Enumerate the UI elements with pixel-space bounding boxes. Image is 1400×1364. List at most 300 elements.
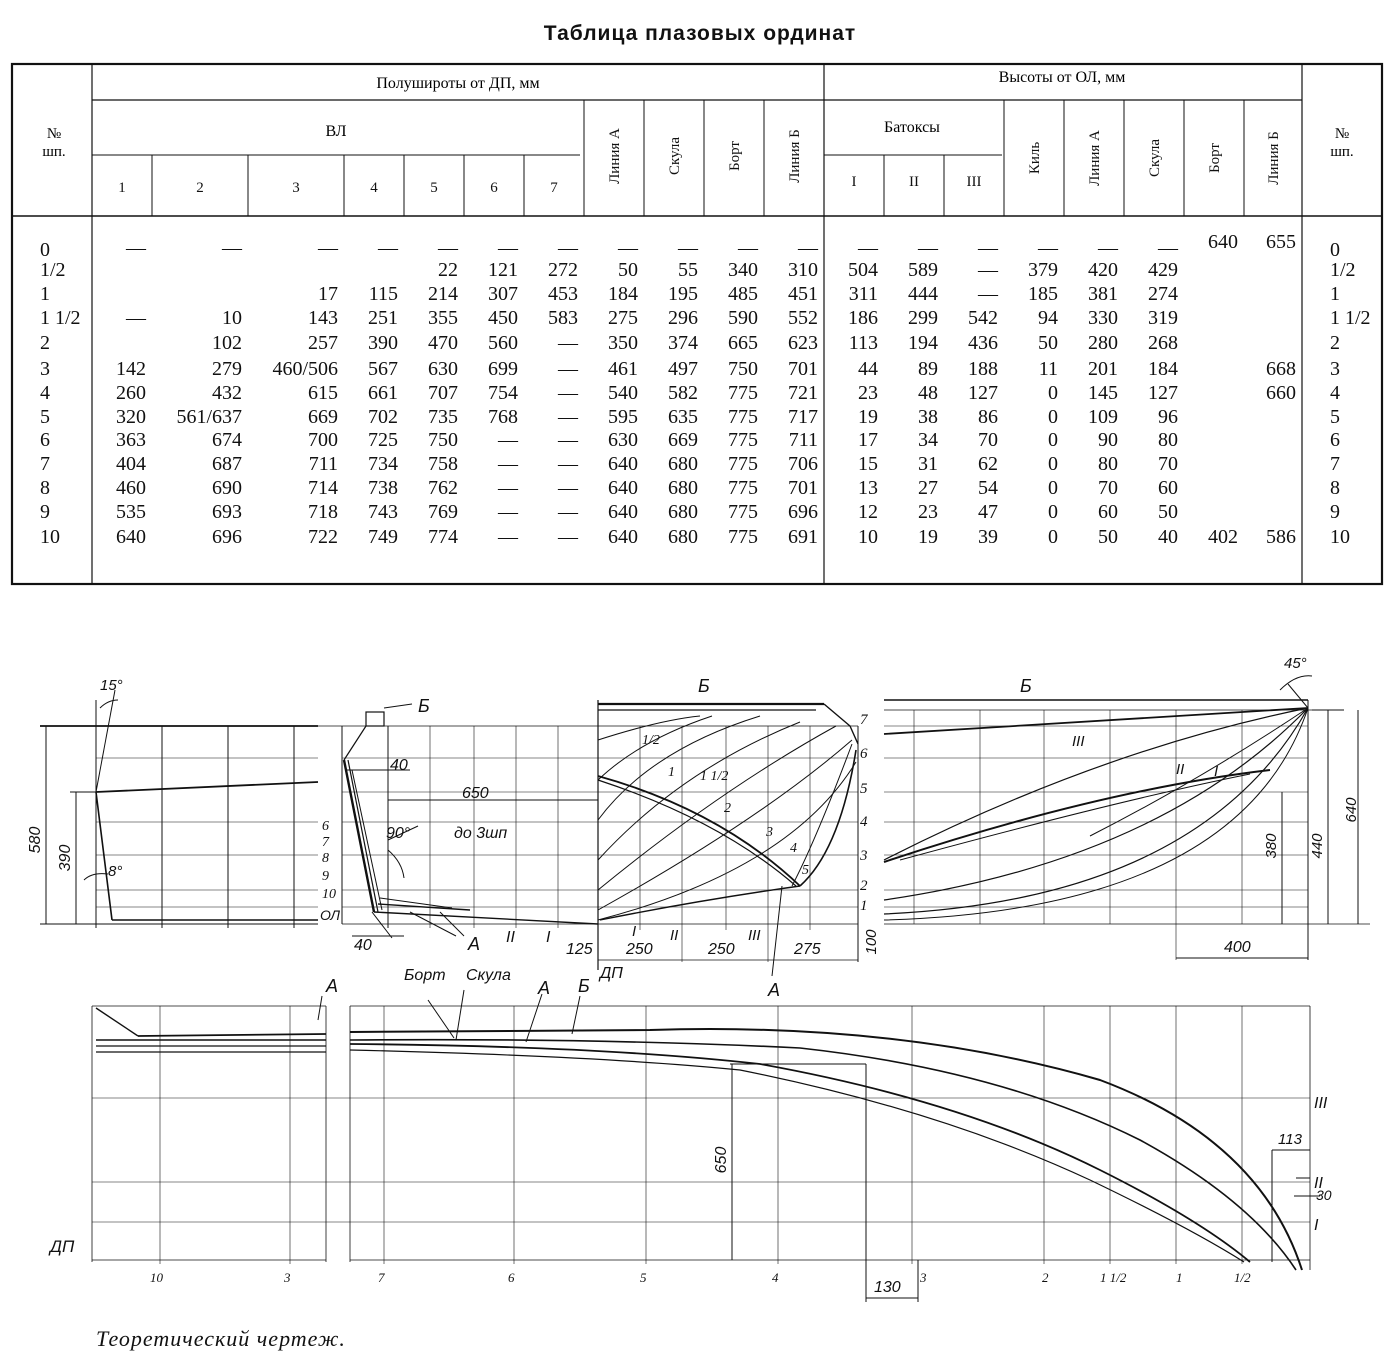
- table-cell: 775: [728, 429, 758, 451]
- frame-number: 1 1/2: [40, 307, 81, 329]
- table-cell: 10: [222, 307, 242, 329]
- table-cell: 86: [978, 406, 998, 428]
- frame-number-right: 7: [1330, 453, 1340, 475]
- dim-125: 125: [566, 941, 593, 958]
- table-cell: 330: [1088, 307, 1118, 329]
- table-cell: 350: [608, 332, 638, 354]
- buttock-ii-label-fore: II: [670, 927, 679, 944]
- table-cell: 22: [438, 259, 458, 281]
- table-cell: 296: [668, 307, 698, 329]
- table-cell: 19: [918, 526, 938, 548]
- table-cell: 404: [116, 453, 146, 475]
- table-cell: —: [558, 237, 578, 259]
- dim-45deg: 45°: [1284, 655, 1307, 672]
- note-to-frame-3: до 3шп: [454, 825, 508, 842]
- table-cell: 461: [608, 358, 638, 380]
- dim-100: 100: [863, 929, 880, 955]
- col-header-0: 1: [118, 180, 126, 196]
- table-cell: 115: [368, 283, 398, 305]
- plan-station-label: 4: [772, 1270, 779, 1285]
- letter-a-body-fore: А: [768, 980, 781, 1000]
- table-cell: —: [558, 358, 578, 380]
- table-cell: 60: [1098, 501, 1118, 523]
- table-cell: 80: [1158, 429, 1178, 451]
- buttock-iii-label-fore: III: [748, 927, 761, 944]
- table-cell: 769: [428, 501, 458, 523]
- frame-number-right: 10: [1330, 526, 1350, 548]
- table-cell: 214: [428, 283, 458, 305]
- col-header-11: I: [851, 174, 857, 190]
- table-cell: —: [558, 453, 578, 475]
- col-header-13: III: [966, 174, 982, 190]
- frame-curve-label: 4: [790, 841, 797, 856]
- table-cell: 251: [368, 307, 398, 329]
- table-cell: —: [1158, 237, 1178, 259]
- table-cell: 660: [1266, 382, 1296, 404]
- table-cell: —: [558, 332, 578, 354]
- dim-250-first: 250: [626, 941, 653, 958]
- table-cell: 711: [308, 453, 338, 475]
- table-cell: 420: [1088, 259, 1118, 281]
- letter-a-body-aft: А: [468, 934, 481, 954]
- frame-number: 1/2: [40, 259, 66, 281]
- table-cell: 567: [368, 358, 398, 380]
- frame-curve-label: 5: [802, 863, 809, 878]
- table-cell: 13: [858, 477, 878, 499]
- col-header-6: 7: [550, 180, 558, 196]
- frame-number-right: 5: [1330, 406, 1340, 428]
- table-cell: 470: [428, 332, 458, 354]
- table-cell: —: [798, 237, 818, 259]
- table-cell: 749: [368, 526, 398, 548]
- table-cell: 50: [1158, 501, 1178, 523]
- profile-view: [40, 690, 318, 928]
- col-frame-header: № шп.: [42, 126, 66, 160]
- col-header-3: 4: [370, 180, 378, 196]
- buttock-i-label-plan: I: [1314, 1217, 1319, 1234]
- table-cell: 272: [548, 259, 578, 281]
- table-cell: 655: [1266, 231, 1296, 253]
- dim-40-bottom: 40: [354, 937, 372, 954]
- table-cell: —: [738, 237, 758, 259]
- table-cell: 0: [1048, 382, 1058, 404]
- buttock-ii-label-aft: II: [506, 929, 515, 946]
- table-cell: 725: [368, 429, 398, 451]
- table-cell: 34: [918, 429, 938, 451]
- label-skula: Скула: [466, 967, 511, 984]
- table-cell: —: [558, 382, 578, 404]
- letter-b-body-fore: Б: [698, 676, 710, 696]
- table-cell: 121: [488, 259, 518, 281]
- plan-station-label: 2: [1042, 1270, 1049, 1285]
- table-cell: 257: [308, 332, 338, 354]
- table-cell: 693: [212, 501, 242, 523]
- table-cell: —: [558, 526, 578, 548]
- table-cell: 640: [608, 477, 638, 499]
- dim-113: 113: [1278, 1131, 1302, 1148]
- frame-number: 7: [40, 453, 50, 475]
- table-cell: 0: [1048, 501, 1058, 523]
- page-title: Таблица плазовых ординат: [543, 22, 857, 45]
- table-cell: 94: [1038, 307, 1058, 329]
- label-bort: Борт: [404, 967, 446, 984]
- frame-number-right: 1 1/2: [1330, 307, 1371, 329]
- table-cell: 31: [918, 453, 938, 475]
- col-header-5: 6: [490, 180, 498, 196]
- table-cell: 775: [728, 526, 758, 548]
- table-cell: 17: [858, 429, 878, 451]
- table-cell: 680: [668, 526, 698, 548]
- table-cell: 142: [116, 358, 146, 380]
- frame-number: 10: [40, 526, 60, 548]
- table-cell: 674: [212, 429, 242, 451]
- table-cell: 561/637: [176, 406, 242, 428]
- table-cell: —: [978, 283, 998, 305]
- table-cell: 280: [1088, 332, 1118, 354]
- table-cell: —: [126, 307, 146, 329]
- table-cell: 640: [116, 526, 146, 548]
- plan-view: [92, 990, 1320, 1302]
- table-cell: 127: [968, 382, 998, 404]
- frame-number: 2: [40, 332, 50, 354]
- col-header-10: Линия Б: [787, 129, 803, 183]
- table-cell: 194: [908, 332, 938, 354]
- frame-number-right: 2: [1330, 332, 1340, 354]
- table-cell: 145: [1088, 382, 1118, 404]
- waterline-label: 4: [860, 814, 868, 830]
- dim-380: 380: [1263, 833, 1280, 859]
- table-cell: 775: [728, 501, 758, 523]
- table-cell: 590: [728, 307, 758, 329]
- dim-90deg: 90°: [386, 825, 411, 842]
- table-cell: 319: [1148, 307, 1178, 329]
- table-cell: 54: [978, 477, 998, 499]
- table-cell: 762: [428, 477, 458, 499]
- table-cell: 640: [1208, 231, 1238, 253]
- col-header-14: Киль: [1027, 141, 1043, 175]
- dim-640: 640: [1343, 797, 1360, 823]
- frame-number: 6: [40, 429, 50, 451]
- table-cell: 50: [618, 259, 638, 281]
- table-cell: 669: [668, 429, 698, 451]
- table-cell: 542: [968, 307, 998, 329]
- table-cell: 743: [368, 501, 398, 523]
- label-ol: ОЛ: [320, 907, 341, 923]
- table-cell: —: [498, 526, 518, 548]
- frame-number-right: 4: [1330, 382, 1340, 404]
- table-cell: 11: [1038, 358, 1058, 380]
- table-cell: 127: [1148, 382, 1178, 404]
- table-cell: 70: [978, 429, 998, 451]
- table-cell: —: [126, 237, 146, 259]
- waterline-label: 6: [860, 746, 868, 762]
- table-cell: 718: [308, 501, 338, 523]
- table-cell: 0: [1048, 453, 1058, 475]
- heights-header: Высоты от ОЛ, мм: [998, 69, 1126, 86]
- table-cell: 754: [488, 382, 518, 404]
- table-cell: —: [498, 477, 518, 499]
- table-cell: 374: [668, 332, 698, 354]
- table-cell: 615: [308, 382, 338, 404]
- table-cell: 453: [548, 283, 578, 305]
- buttock-i-label-bow: I: [1214, 763, 1219, 780]
- table-cell: 595: [608, 406, 638, 428]
- table-cell: —: [498, 501, 518, 523]
- table-cell: 96: [1158, 406, 1178, 428]
- table-cell: 540: [608, 382, 638, 404]
- table-cell: 711: [788, 429, 818, 451]
- plan-station-label: 7: [378, 1270, 385, 1285]
- table-cell: 429: [1148, 259, 1178, 281]
- table-cell: 738: [368, 477, 398, 499]
- plan-station-label: 1/2: [1234, 1270, 1251, 1285]
- col-header-18: Линия Б: [1266, 131, 1282, 185]
- table-cell: 444: [908, 283, 938, 305]
- table-cell: 717: [788, 406, 818, 428]
- table-cell: 668: [1266, 358, 1296, 380]
- table-cell: —: [918, 237, 938, 259]
- table-cell: 735: [428, 406, 458, 428]
- table-cell: 201: [1088, 358, 1118, 380]
- table-cell: —: [858, 237, 878, 259]
- table-cell: 102: [212, 332, 242, 354]
- frame-number: 1: [40, 283, 50, 305]
- table-cell: 299: [908, 307, 938, 329]
- plan-station-label: 1: [1176, 1270, 1183, 1285]
- frame-curve-label: 1: [668, 765, 675, 780]
- table-cell: 669: [308, 406, 338, 428]
- table-cell: 460/506: [272, 358, 338, 380]
- table-cell: —: [498, 429, 518, 451]
- table-cell: 701: [788, 477, 818, 499]
- dim-130: 130: [874, 1279, 901, 1296]
- table-cell: —: [222, 237, 242, 259]
- table-cell: 113: [848, 332, 878, 354]
- col-header-2: 3: [292, 180, 300, 196]
- dim-250-second: 250: [708, 941, 735, 958]
- table-cell: —: [318, 237, 338, 259]
- frame-number-right: 8: [1330, 477, 1340, 499]
- table-cell: 39: [978, 526, 998, 548]
- frame-number-right: 6: [1330, 429, 1340, 451]
- col-header-7: Линия А: [607, 128, 623, 184]
- waterline-label-aft: 9: [322, 869, 329, 884]
- table-cell: 109: [1088, 406, 1118, 428]
- table-cell: 188: [968, 358, 998, 380]
- table-cell: 55: [678, 259, 698, 281]
- table-cell: 560: [488, 332, 518, 354]
- table-cell: 734: [368, 453, 398, 475]
- buttock-ii-label-bow: II: [1176, 761, 1185, 778]
- table-cell: 714: [308, 477, 338, 499]
- table-cell: 436: [968, 332, 998, 354]
- table-cell: 680: [668, 477, 698, 499]
- table-cell: —: [558, 501, 578, 523]
- table-cell: —: [618, 237, 638, 259]
- waterline-label-aft: 8: [322, 851, 329, 866]
- table-cell: 758: [428, 453, 458, 475]
- buttock-iii-label-plan: III: [1314, 1095, 1328, 1112]
- table-cell: 774: [428, 526, 458, 548]
- frame-curve-label: 1 1/2: [700, 769, 729, 784]
- table-cell: 38: [918, 406, 938, 428]
- letter-b-body-aft: Б: [418, 696, 430, 716]
- table-cell: 640: [608, 453, 638, 475]
- dim-580: 580: [27, 826, 44, 854]
- dim-650-body: 650: [462, 785, 489, 802]
- table-cell: 485: [728, 283, 758, 305]
- waterline-label: 2: [860, 878, 868, 894]
- table-cell: 363: [116, 429, 146, 451]
- buttock-i-label-aft: I: [546, 929, 551, 946]
- body-plan-fore: [598, 700, 858, 976]
- table-cell: 450: [488, 307, 518, 329]
- table-cell: 60: [1158, 477, 1178, 499]
- table-cell: 589: [908, 259, 938, 281]
- table-cell: —: [558, 406, 578, 428]
- table-cell: 696: [788, 501, 818, 523]
- table-cell: —: [378, 237, 398, 259]
- table-cell: 768: [488, 406, 518, 428]
- col-header-12: II: [909, 174, 919, 190]
- col-header-4: 5: [430, 180, 438, 196]
- waterline-label: 3: [860, 848, 868, 864]
- table-cell: 504: [848, 259, 878, 281]
- table-cell: 15: [858, 453, 878, 475]
- table-cell: 700: [308, 429, 338, 451]
- table-cell: 307: [488, 283, 518, 305]
- table-cell: 750: [728, 358, 758, 380]
- frame-curve-label: 3: [766, 825, 773, 840]
- frame-number: 5: [40, 406, 50, 428]
- waterlines-header: ВЛ: [325, 123, 347, 140]
- table-cell: 635: [668, 406, 698, 428]
- table-cell: 320: [116, 406, 146, 428]
- frame-number: 4: [40, 382, 50, 404]
- table-cell: 582: [668, 382, 698, 404]
- plan-station-label: 6: [508, 1270, 515, 1285]
- table-cell: 90: [1098, 429, 1118, 451]
- table-cell: 143: [308, 307, 338, 329]
- table-cell: —: [978, 237, 998, 259]
- table-cell: 661: [368, 382, 398, 404]
- table-cell: 44: [858, 358, 878, 380]
- plan-station-label: 5: [640, 1270, 647, 1285]
- table-cell: 62: [978, 453, 998, 475]
- table-cell: 12: [858, 501, 878, 523]
- plan-station-label: 3: [284, 1270, 291, 1285]
- table-cell: 451: [788, 283, 818, 305]
- table-cell: 48: [918, 382, 938, 404]
- table-cell: 721: [788, 382, 818, 404]
- table-cell: —: [978, 259, 998, 281]
- table-cell: 19: [858, 406, 878, 428]
- frame-curve-label: 1/2: [642, 733, 660, 748]
- table-cell: 260: [116, 382, 146, 404]
- table-cell: 23: [858, 382, 878, 404]
- table-cell: 535: [116, 501, 146, 523]
- table-cell: 275: [608, 307, 638, 329]
- table-cell: 775: [728, 406, 758, 428]
- buttocks-header: Батоксы: [884, 119, 940, 136]
- table-cell: 750: [428, 429, 458, 451]
- table-cell: 706: [788, 453, 818, 475]
- table-cell: 186: [848, 307, 878, 329]
- body-plan-aft: [318, 704, 598, 938]
- frame-number: 0: [40, 239, 50, 261]
- table-cell: 623: [788, 332, 818, 354]
- table-cell: 0: [1048, 429, 1058, 451]
- table-cell: 699: [488, 358, 518, 380]
- table-cell: 680: [668, 501, 698, 523]
- waterline-label: 5: [860, 781, 868, 797]
- dim-400: 400: [1224, 939, 1251, 956]
- table-cell: 311: [848, 283, 878, 305]
- table-cell: 279: [212, 358, 242, 380]
- dim-440: 440: [1309, 833, 1326, 859]
- col-header-1: 2: [196, 180, 204, 196]
- table-cell: 696: [212, 526, 242, 548]
- waterline-label-aft: 6: [322, 819, 329, 834]
- table-cell: —: [438, 237, 458, 259]
- table-cell: —: [1098, 237, 1118, 259]
- table-cell: 691: [788, 526, 818, 548]
- table-cell: 640: [608, 501, 638, 523]
- dim-40-top: 40: [390, 757, 408, 774]
- frame-number-right: 9: [1330, 501, 1340, 523]
- table-cell: 0: [1048, 477, 1058, 499]
- table-cell: 50: [1038, 332, 1058, 354]
- table-cell: 497: [668, 358, 698, 380]
- buttock-iii-label-bow: III: [1072, 733, 1085, 750]
- table-cell: 432: [212, 382, 242, 404]
- frame-number: 9: [40, 501, 50, 523]
- frame-number-right: 3: [1330, 358, 1340, 380]
- table-cell: —: [498, 453, 518, 475]
- label-dp-body: ДП: [600, 965, 623, 982]
- buttock-i-label-fore: I: [632, 923, 637, 940]
- table-cell: —: [1038, 237, 1058, 259]
- waterline-label: 7: [860, 712, 868, 728]
- dim-15deg: 15°: [100, 677, 123, 694]
- table-cell: 80: [1098, 453, 1118, 475]
- col-header-16: Скула: [1147, 138, 1163, 178]
- table-cell: 586: [1266, 526, 1296, 548]
- table-cell: 775: [728, 453, 758, 475]
- table-cell: 195: [668, 283, 698, 305]
- half-breadths-header: Полушироты от ДП, мм: [376, 75, 540, 92]
- table-cell: 184: [1148, 358, 1178, 380]
- table-cell: 184: [608, 283, 638, 305]
- col-header-8: Скула: [667, 136, 683, 176]
- col-frame-header-right: № шп.: [1330, 126, 1354, 160]
- plan-station-label: 10: [150, 1270, 163, 1285]
- table-cell: 630: [428, 358, 458, 380]
- table-cell: 687: [212, 453, 242, 475]
- table-cell: 310: [788, 259, 818, 281]
- letter-a-plan: А: [538, 978, 551, 998]
- table-cell: 40: [1158, 526, 1178, 548]
- dim-390: 390: [57, 844, 74, 872]
- dim-30: 30: [1316, 1187, 1332, 1203]
- table-cell: 630: [608, 429, 638, 451]
- table-cell: 268: [1148, 332, 1178, 354]
- dim-8deg: 8°: [108, 863, 123, 880]
- col-header-15: Линия А: [1087, 130, 1103, 186]
- table-cell: 70: [1098, 477, 1118, 499]
- letter-b-profile-bow: Б: [1020, 676, 1032, 696]
- table-cell: 702: [368, 406, 398, 428]
